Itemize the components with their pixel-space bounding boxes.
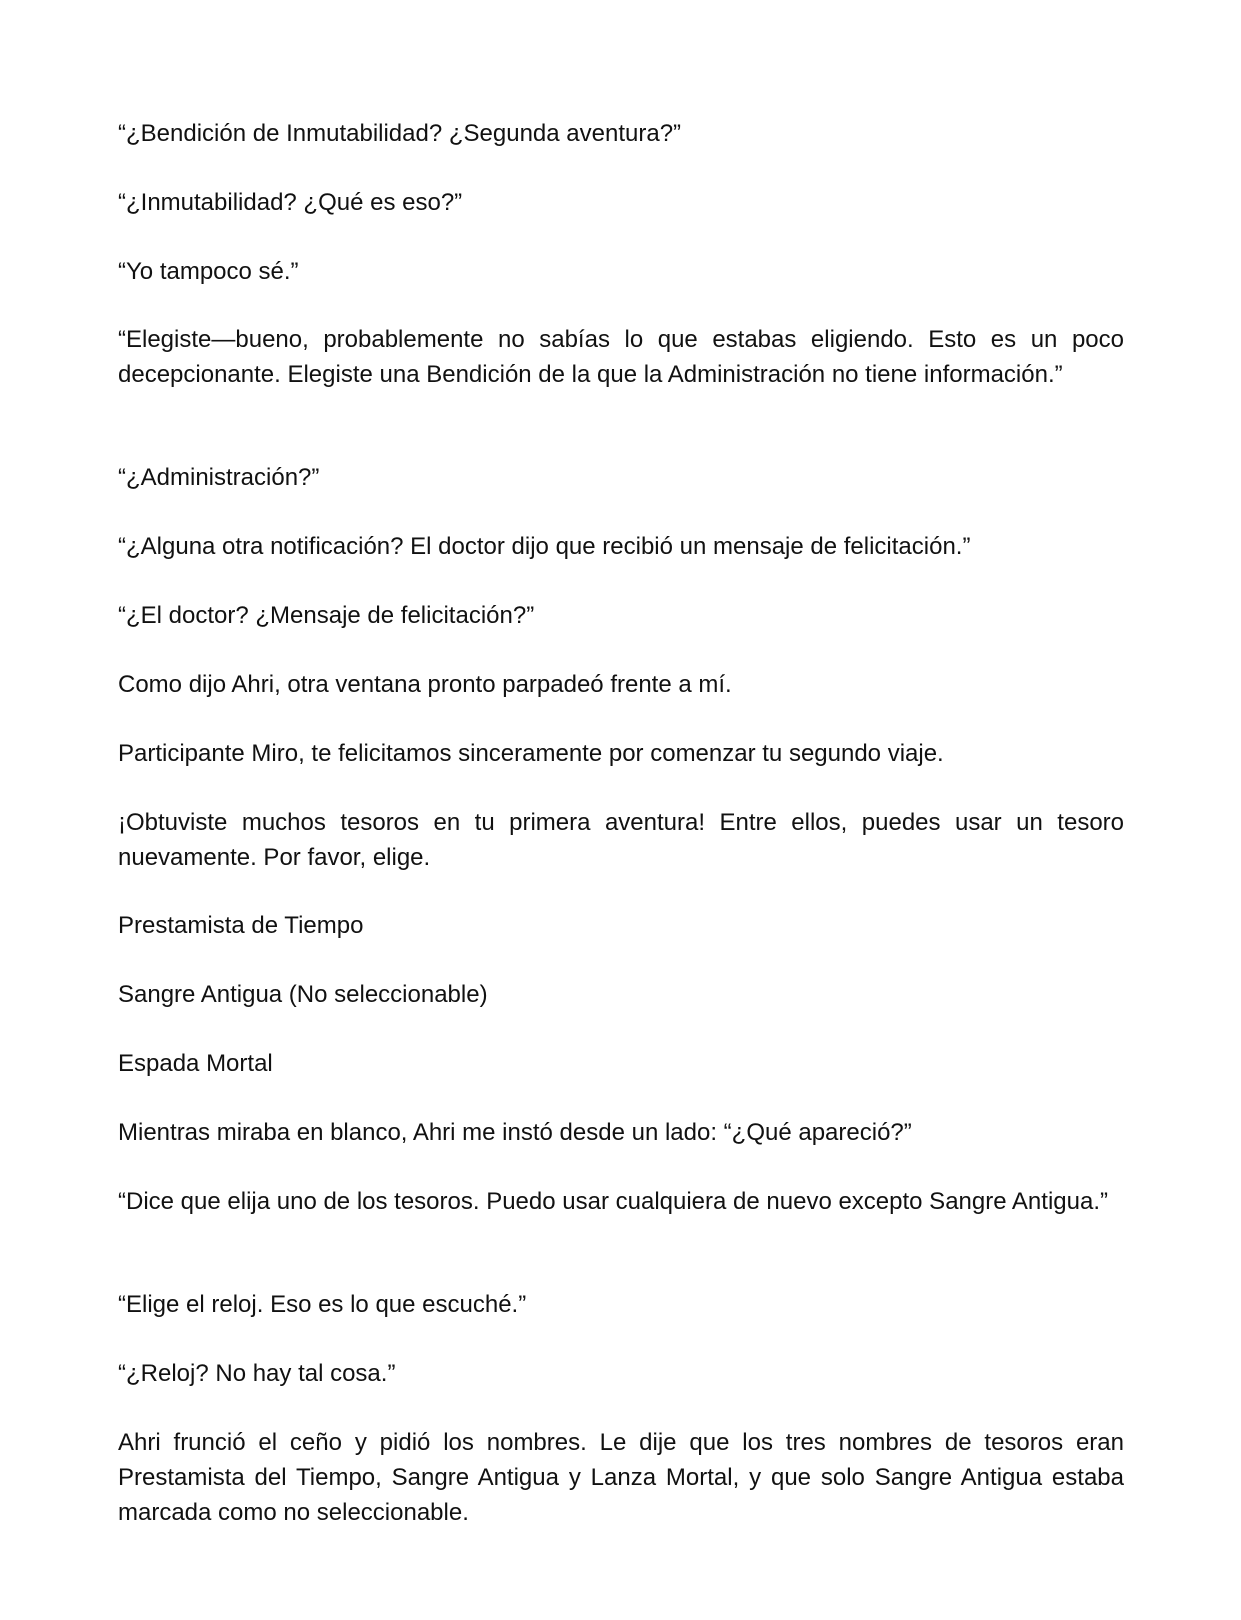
paragraph-14: Mientras miraba en blanco, Ahri me instó desde un lado: “¿Qué apareció?” <box>118 1119 912 1146</box>
treasure-option-3: Espada Mortal <box>118 1050 273 1077</box>
paragraph-1: “¿Bendición de Inmutabilidad? ¿Segunda aventura?” <box>118 120 682 147</box>
treasure-option-1: Prestamista de Tiempo <box>118 912 364 939</box>
treasure-option-2: Sangre Antigua (No seleccionable) <box>118 981 488 1008</box>
paragraph-7: “¿El doctor? ¿Mensaje de felicitación?” <box>118 602 535 629</box>
paragraph-2: “¿Inmutabilidad? ¿Qué es eso?” <box>118 189 463 216</box>
paragraph-17: “¿Reloj? No hay tal cosa.” <box>118 1360 396 1387</box>
paragraph-9: Participante Miro, te felicitamos sinceramente por comenzar tu segundo viaje. <box>118 740 944 767</box>
paragraph-3: “Yo tampoco sé.” <box>118 258 299 285</box>
paragraph-16: “Elige el reloj. Eso es lo que escuché.” <box>118 1291 527 1318</box>
paragraph-15: “Dice que elija uno de los tesoros. Puedo usar cualquiera de nuevo excepto Sangre Antigua.” <box>118 1188 1108 1215</box>
paragraph-8: Como dijo Ahri, otra ventana pronto parpadeó frente a mí. <box>118 671 732 698</box>
paragraph-4: “Elegiste—bueno, probablemente no sabías lo que estabas eligiendo. Esto es un poco decepcionante. Elegiste una Bendición de la que la Administración no tiene información.” <box>118 326 1124 388</box>
paragraph-5: “¿Administración?” <box>118 464 320 491</box>
paragraph-10: ¡Obtuviste muchos tesoros en tu primera aventura! Entre ellos, puedes usar un tesoro nuevamente. Por favor, elige. <box>118 809 1124 871</box>
paragraph-18: Ahri frunció el ceño y pidió los nombres. Le dije que los tres nombres de tesoros eran Prestamista del Tiempo, Sangre Antigua y Lanza Mortal, y que solo Sangre Antigua estaba marcada como no seleccionable. <box>118 1429 1124 1526</box>
paragraph-6: “¿Alguna otra notificación? El doctor dijo que recibió un mensaje de felicitación.” <box>118 533 971 560</box>
